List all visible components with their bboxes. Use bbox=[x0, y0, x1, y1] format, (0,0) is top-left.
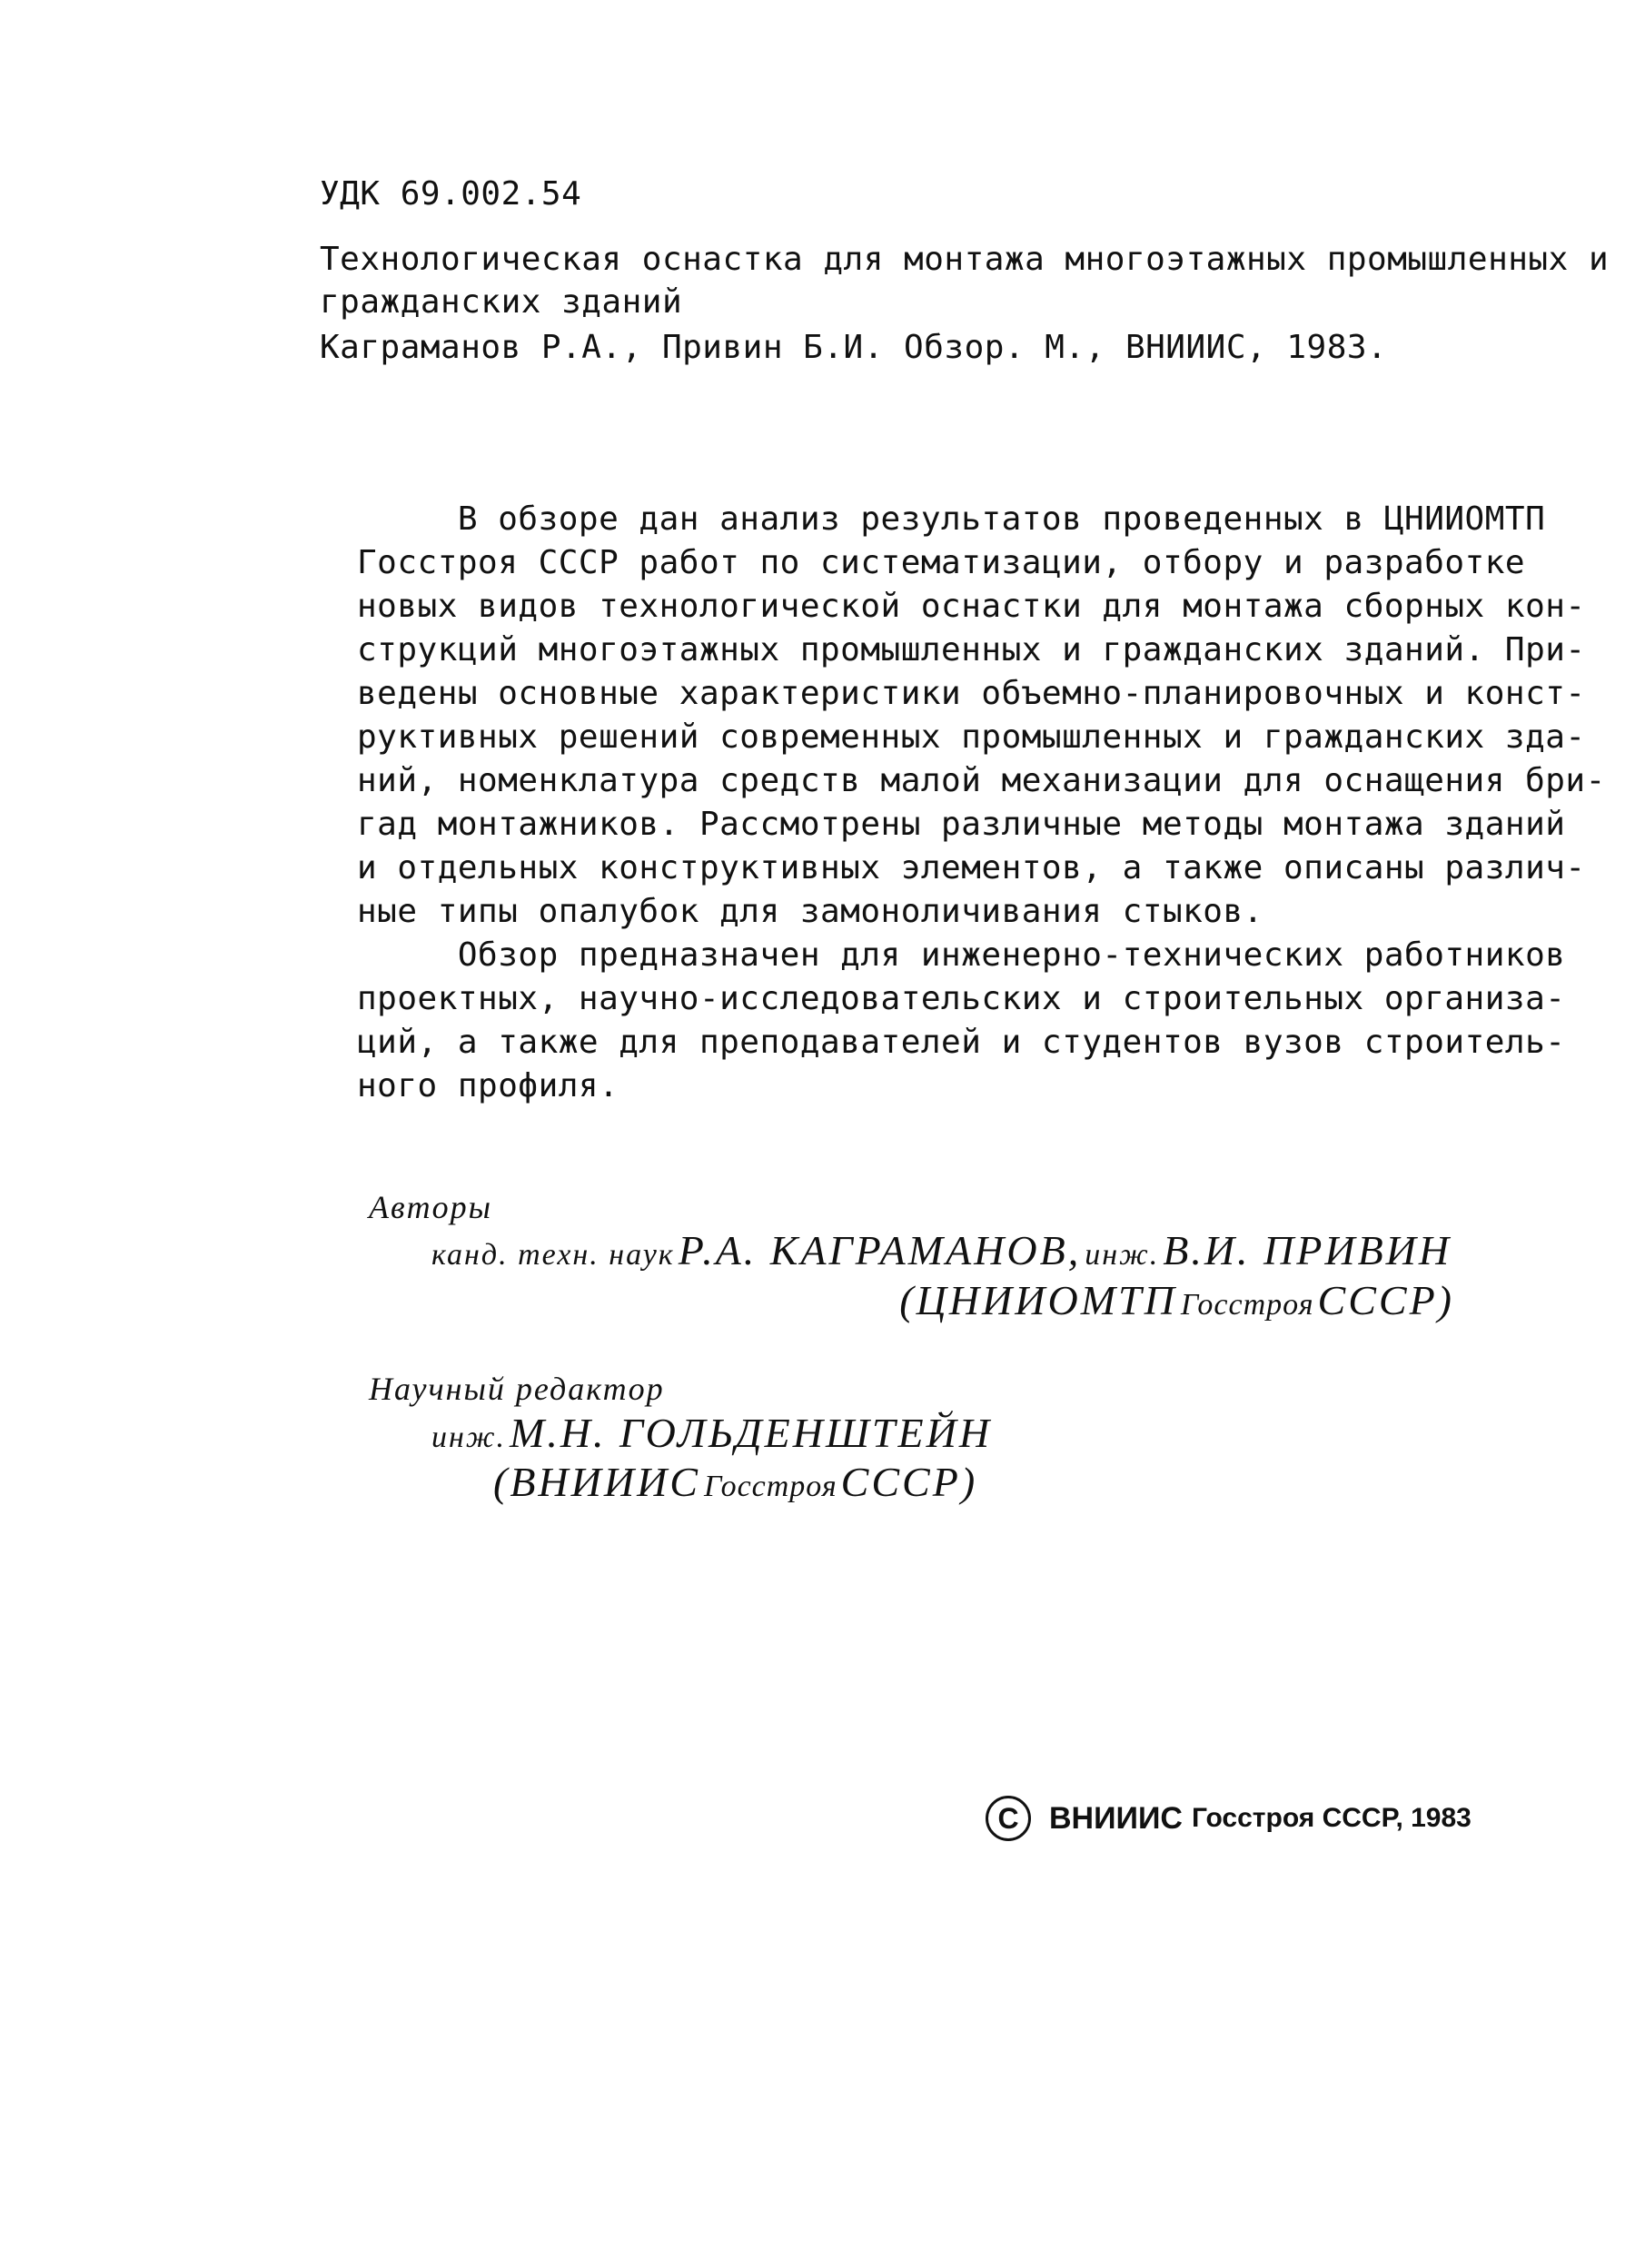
authors-org-name: (ЦНИИОМТП bbox=[899, 1277, 1177, 1323]
editor-name-line bbox=[431, 1409, 992, 1457]
abstract-line: руктивных решений современных промышленных и гражданских зда- bbox=[357, 718, 1586, 756]
authors-org-ussr: СССР) bbox=[1317, 1277, 1454, 1323]
abstract-line: В обзоре дан анализ результатов проведенных в ЦНИИОМТП bbox=[357, 500, 1546, 538]
copyright-notice bbox=[986, 1796, 1472, 1841]
abstract-line: и отдельных конструктивных элементов, а также описаны различ- bbox=[357, 849, 1586, 886]
copyright-rest: Госстроя СССР, 1983 bbox=[1191, 1803, 1472, 1833]
udk-code: УДК 69.002.54 bbox=[320, 175, 582, 213]
abstract-line: проектных, научно-исследовательских и строительных организа- bbox=[357, 980, 1566, 1017]
editor-organization bbox=[493, 1458, 977, 1506]
editor-degree: инж. bbox=[431, 1421, 506, 1454]
editor-heading: Научный редактор bbox=[369, 1371, 665, 1407]
abstract-line: новых видов технологической оснастки для монтажа сборных кон- bbox=[357, 588, 1586, 625]
abstract-line: Обзор предназначен для инженерно-технических работников bbox=[357, 936, 1566, 974]
abstract-line: ные типы опалубок для замоноличивания стыков. bbox=[357, 893, 1263, 930]
abstract-line: ний, номенклатура средств малой механизации для оснащения бри- bbox=[357, 762, 1606, 799]
authors-heading: Авторы bbox=[369, 1189, 492, 1225]
author-1-name: Р.А. КАГРАМАНОВ, bbox=[678, 1227, 1082, 1273]
copyright-org: ВНИИИС bbox=[1049, 1800, 1183, 1836]
authors-org-gosstroy: Госстроя bbox=[1180, 1288, 1314, 1322]
editor-org-name: (ВНИИИС bbox=[493, 1459, 700, 1505]
abstract-line: ций, а также для преподавателей и студентов вузов строитель- bbox=[357, 1024, 1566, 1061]
abstract-line: Госстроя СССР работ по систематизации, отбору и разработке bbox=[357, 544, 1526, 581]
abstract-line: гад монтажников. Рассмотрены различные методы монтажа зданий bbox=[357, 806, 1566, 843]
author-2-degree: инж. bbox=[1085, 1238, 1160, 1272]
editor-name: М.Н. ГОЛЬДЕНШТЕЙН bbox=[510, 1410, 993, 1456]
abstract-line: ного профиля. bbox=[357, 1067, 619, 1104]
bibliographic-citation: Каграманов Р.А., Привин Б.И. Обзор. М., ВНИИИС, 1983. bbox=[320, 329, 1388, 366]
editor-org-gosstroy: Госстроя bbox=[703, 1470, 837, 1503]
authors-organization bbox=[899, 1276, 1454, 1324]
abstract-line: струкций многоэтажных промышленных и гражданских зданий. При- bbox=[357, 631, 1586, 669]
author-1-degree: канд. техн. наук bbox=[431, 1238, 675, 1272]
authors-names bbox=[431, 1226, 1452, 1274]
copyright-icon: C bbox=[986, 1796, 1031, 1841]
title-line-1: Технологическая оснастка для монтажа многоэтажных промышленных и bbox=[320, 241, 1610, 278]
author-2-name: В.И. ПРИВИН bbox=[1163, 1227, 1452, 1273]
editor-org-ussr: СССР) bbox=[840, 1459, 978, 1505]
abstract-line: ведены основные характеристики объемно-планировочных и конст- bbox=[357, 675, 1586, 712]
title-line-2: гражданских зданий bbox=[320, 283, 683, 321]
